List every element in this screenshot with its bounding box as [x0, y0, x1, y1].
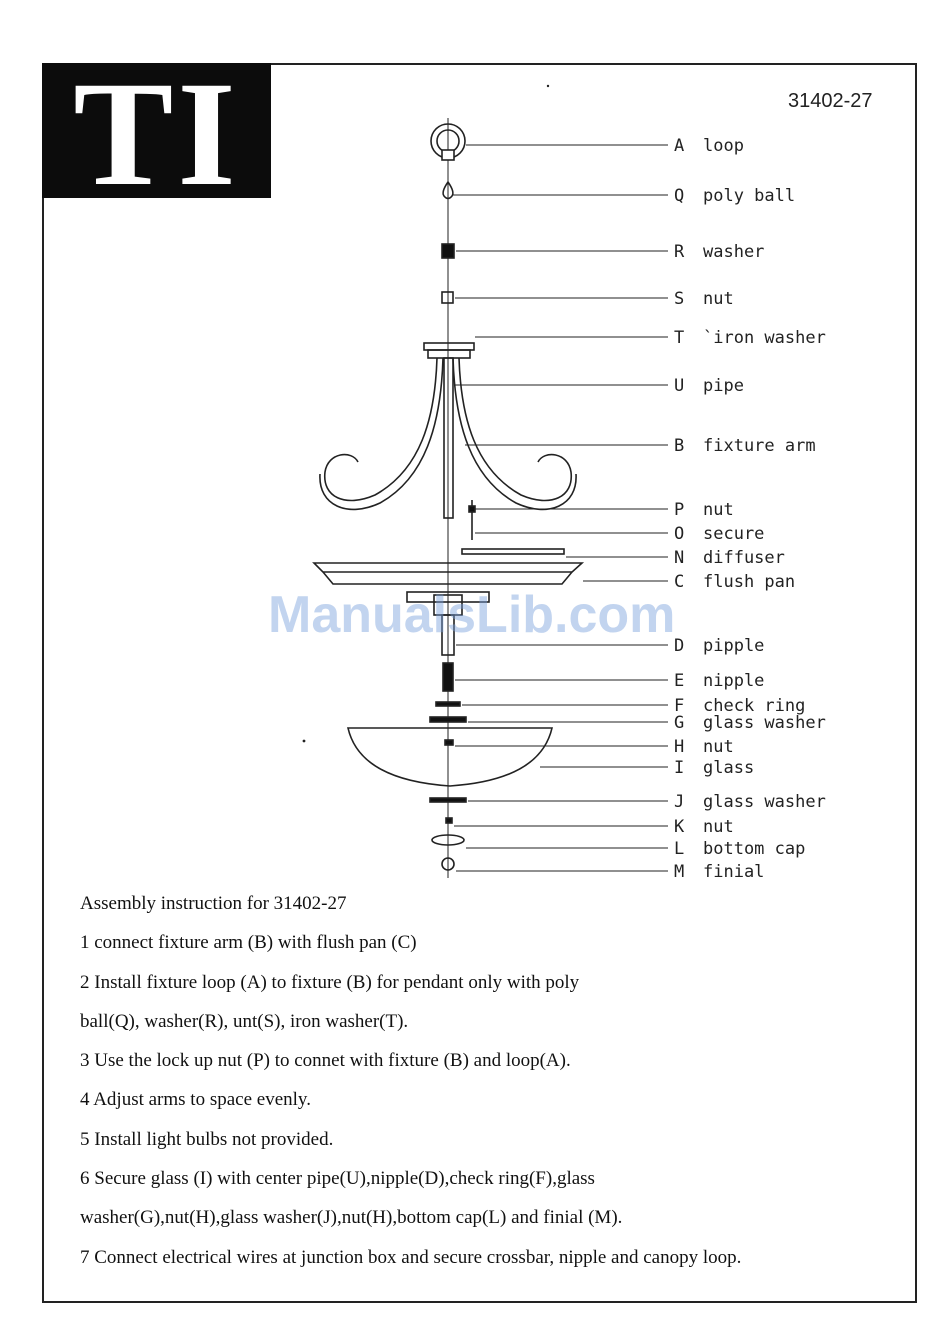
nut-h-part: [445, 740, 453, 745]
part-name: loop: [703, 136, 744, 156]
glass-washer-top-part: [430, 717, 466, 722]
part-name: `iron washer: [703, 328, 826, 348]
instruction-line: ball(Q), washer(R), unt(S), iron washer(T).: [80, 1010, 409, 1032]
nut-k-part: [446, 818, 452, 823]
part-name: glass: [703, 758, 755, 778]
glass-washer-bottom-part: [430, 798, 466, 802]
part-name: nut: [703, 737, 734, 757]
part-letter: M: [674, 862, 685, 882]
part-letter: B: [674, 436, 685, 456]
glass-bowl-part: [348, 728, 552, 786]
part-letter: J: [674, 792, 685, 812]
part-letter: G: [674, 713, 685, 733]
part-name: glass washer: [703, 792, 826, 812]
part-letter: E: [674, 671, 685, 691]
part-name: secure: [703, 524, 765, 544]
leader-lines: [452, 145, 668, 871]
scan-speck: [303, 740, 306, 743]
fixture-drawing: [303, 85, 582, 878]
part-name: nut: [703, 500, 734, 520]
instruction-line: 3 Use the lock up nut (P) to connet with fixture (B) and loop(A).: [80, 1050, 571, 1072]
instruction-line: 1 connect fixture arm (B) with flush pan (C): [80, 932, 417, 954]
instruction-line: 5 Install light bulbs not provided.: [80, 1128, 334, 1150]
assembly-instructions: [80, 890, 900, 1283]
part-name: poly ball: [703, 186, 796, 206]
instruction-line: washer(G),nut(H),glass washer(J),nut(H),bottom cap(L) and finial (M).: [80, 1207, 623, 1229]
nipple-part: [443, 663, 453, 691]
part-letter: R: [674, 242, 685, 262]
part-labels: [674, 136, 826, 882]
part-name: washer: [703, 242, 765, 262]
lock-nut-part: [469, 506, 475, 512]
model-number: 31402-27: [788, 90, 873, 112]
instruction-line: 2 Install fixture loop (A) to fixture (B) for pendant only with poly: [80, 971, 580, 993]
part-name: flush pan: [703, 572, 796, 592]
part-letter: I: [674, 758, 685, 778]
part-name: fixture arm: [703, 436, 816, 456]
part-letter: F: [674, 696, 685, 716]
check-ring-part: [436, 702, 460, 706]
part-letter: H: [674, 737, 685, 757]
scan-speck: [547, 85, 549, 87]
part-letter: S: [674, 289, 685, 309]
part-letter: O: [674, 524, 685, 544]
part-name: diffuser: [703, 548, 785, 568]
loop-base: [442, 150, 454, 160]
part-letter: Q: [674, 186, 685, 206]
watermark: ManualsLib.com: [268, 586, 676, 644]
part-name: pipe: [703, 376, 744, 396]
part-letter: A: [674, 136, 685, 156]
part-letter: D: [674, 636, 685, 656]
part-name: finial: [703, 862, 765, 882]
diffuser-part: [462, 549, 564, 554]
fixture-arm-right: [459, 358, 571, 500]
fixture-arm-left: [325, 358, 437, 500]
part-name: glass washer: [703, 713, 826, 733]
instructions-title: Assembly instruction for 31402-27: [80, 893, 347, 914]
instruction-line: 4 Adjust arms to space evenly.: [80, 1089, 311, 1111]
part-letter: L: [674, 839, 685, 859]
part-name: nut: [703, 817, 734, 837]
part-letter: P: [674, 500, 685, 520]
part-letter: U: [674, 376, 685, 396]
part-name: check ring: [703, 696, 806, 716]
part-name: nipple: [703, 671, 765, 691]
instruction-line: 7 Connect electrical wires at junction box and secure crossbar, nipple and canopy loop.: [80, 1246, 742, 1268]
washer-part: [442, 244, 454, 258]
part-letter: T: [674, 328, 685, 348]
part-letter: K: [674, 817, 685, 837]
logo-text: TI: [73, 50, 240, 217]
part-letter: C: [674, 572, 685, 592]
part-name: nut: [703, 289, 734, 309]
part-name: pipple: [703, 636, 765, 656]
part-name: bottom cap: [703, 839, 806, 859]
part-letter: N: [674, 548, 685, 568]
instruction-line: 6 Secure glass (I) with center pipe(U),nipple(D),check ring(F),glass: [80, 1168, 595, 1190]
canopy-top: [428, 350, 470, 358]
iron-washer-part: [424, 343, 474, 350]
